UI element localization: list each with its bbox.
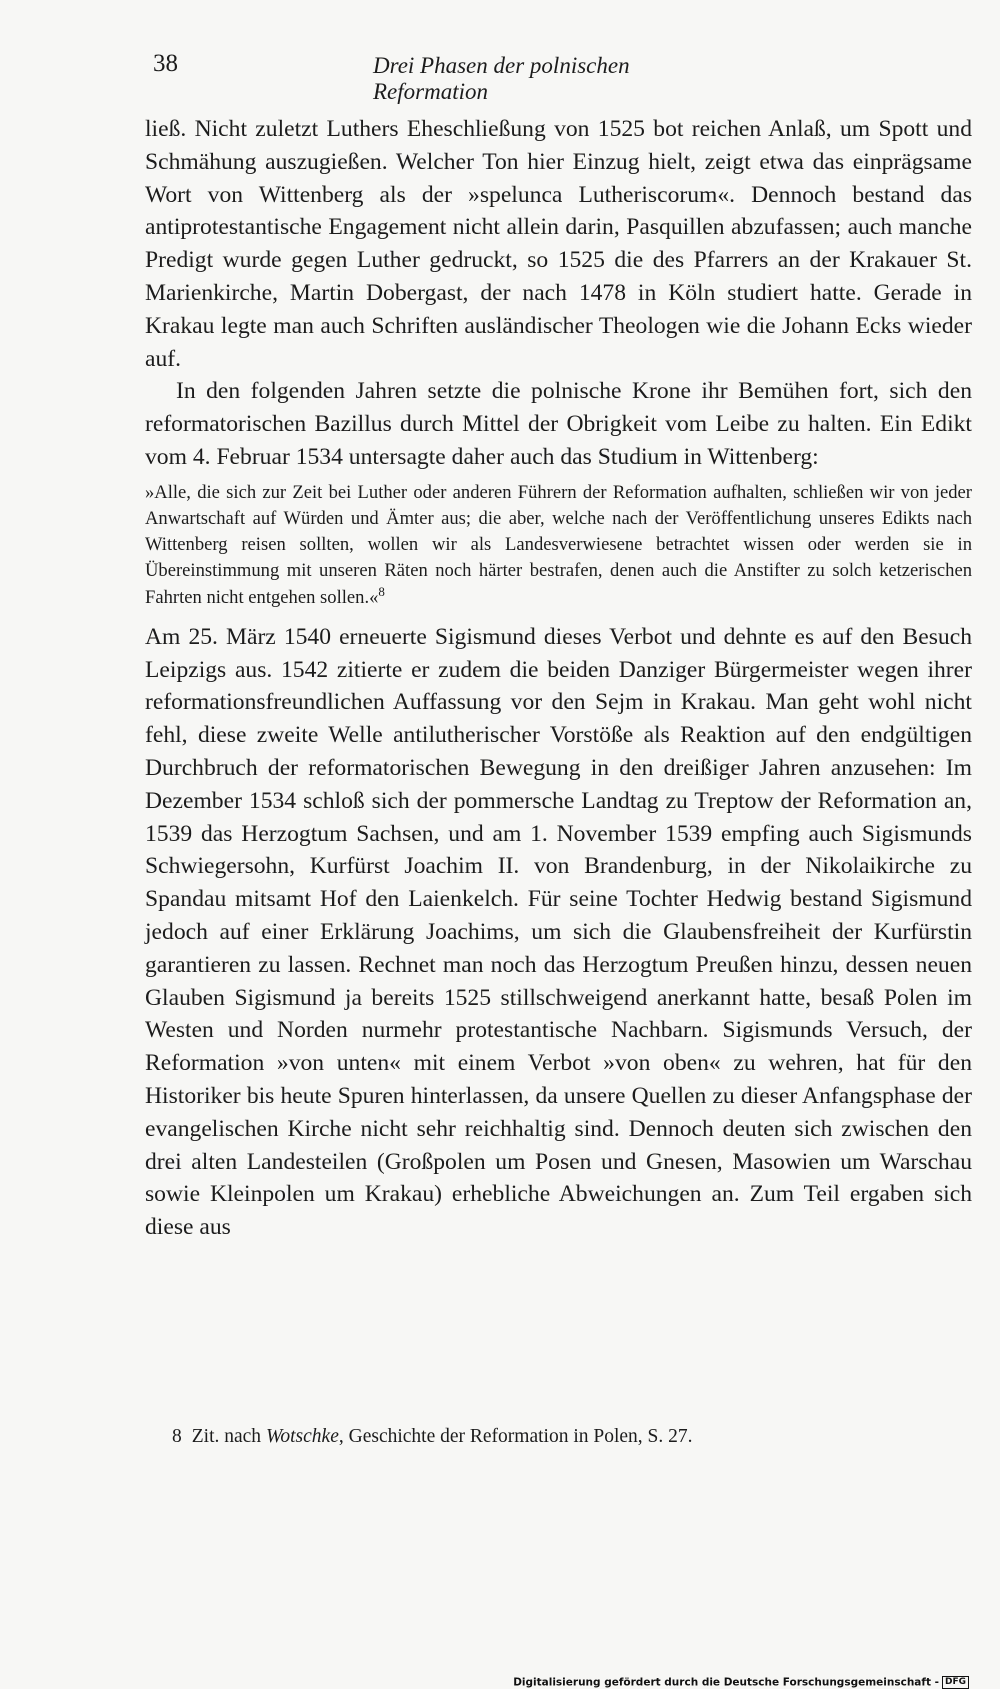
footnote: [172, 1426, 952, 1448]
digitization-credit-text: Digitalisierung gefördert durch die Deutsche Forschungsgemeinschaft -: [513, 1676, 939, 1689]
footnote-number: 8: [172, 1426, 182, 1447]
footnote-prefix: Zit. nach: [191, 1426, 262, 1447]
running-title: Drei Phasen der polnischen Reformation: [373, 53, 630, 104]
paragraph-3: Am 25. März 1540 erneuerte Sigismund dieses Verbot und dehnte es auf den Besuch Leipzigs aus. 1542 zitierte er zudem die beiden Danziger Bürgermeister wegen ihrer reformationsfreundlichen Auffassung vor den Sejm in Krakau. Man geht wohl nicht fehl, diese zweite Welle antilutherischer Vorstöße als Reaktion auf den endgültigen Durchbruch der reformatorischen Bewegung in den dreißiger Jahren anzusehen: Im Dezember 1534 schloß sich der pommersche Landtag zu Treptow der Reformation an, 1539 das Herzogtum Sachsen, und am 1. November 1539 empfing auch Sigismunds Schwiegersohn, Kurfürst Joachim II. von Brandenburg, in der Nikolaikirche zu Spandau mitsamt Hof den Laienkelch. Für seine Tochter Hedwig bestand Sigismund jedoch auf einer Erklärung Joachims, um sich die Glaubensfreiheit der Kurfürstin garantieren zu lassen. Rechnet man noch das Herzogtum Preußen hinzu, dessen neuen Glauben Sigismund ja bereits 1525 stillschweigend anerkannt hatte, besaß Polen im Westen und Norden nurmehr protestantische Nachbarn. Sigismunds Versuch, der Reformation »von unten« mit einem Verbot »von oben« zu wehren, hat für den Historiker bis heute Spuren hinterlassen, da unsere Quellen zu dieser Anfangsphase der evangelischen Kirche nicht sehr reichhaltig sind. Dennoch deuten sich zwischen den drei alten Landesteilen (Großpolen um Posen und Gnesen, Masowien um Warschau sowie Kleinpolen um Krakau) erhebliche Abweichungen an. Zum Teil ergaben sich diese aus: [145, 623, 972, 1241]
footnote-author: Wotschke: [265, 1426, 339, 1447]
paragraph-1: ließ. Nicht zuletzt Luthers Eheschließung von 1525 bot reichen Anlaß, um Spott und Schmähung auszugießen. Welcher Ton hier Einzug hielt, zeigt etwa das einprägsame Wort von Wittenberg als der »spelunca Lutheriscorum«. Dennoch bestand das antiprotestantische Engagement nicht allein darin, Pasquillen abzufassen; auch manche Predigt wurde gegen Luther gedruckt, so 1525 die des Pfarrers an der Krakauer St. Marienkirche, Martin Dobergast, der nach 1478 in Köln studiert hatte. Gerade in Krakau legte man auch Schriften ausländischer Theologen wie die Johann Ecks wieder auf.: [145, 116, 972, 372]
block-quote: [145, 480, 972, 611]
main-text: [145, 113, 972, 1244]
quote-text: »Alle, die sich zur Zeit bei Luther oder anderen Führern der Reformation aufhalten, schließen wir von jeder Anwartschaft auf Würden und Ämter aus; die aber, welche nach der Veröffentlichung unseres Edikts nach Wittenberg reisen sollten, wollen wir als Landesverwiesene betrachtet wissen oder werden sie in Übereinstimmung mit unseren Räten noch härter bestrafen, denen auch die Anstifter zu solch ketzerischen Fahrten nicht entgehen sollen.«: [145, 481, 972, 608]
footnote-reference[interactable]: 8: [378, 583, 385, 599]
footnote-rest: , Geschichte der Reformation in Polen, S. 27.: [338, 1426, 693, 1447]
page-number: 38: [153, 50, 178, 77]
paragraph-2: In den folgenden Jahren setzte die polnische Krone ihr Bemühen fort, sich den reformatorischen Bazillus durch Mittel der Obrigkeit vom Leibe zu halten. Ein Edikt vom 4. Februar 1534 untersagte daher auch das Studium in Wittenberg:: [145, 378, 972, 470]
running-header: [145, 50, 745, 104]
dfg-logo-icon: DFG: [942, 1676, 969, 1689]
digitization-credit: [513, 1676, 969, 1689]
